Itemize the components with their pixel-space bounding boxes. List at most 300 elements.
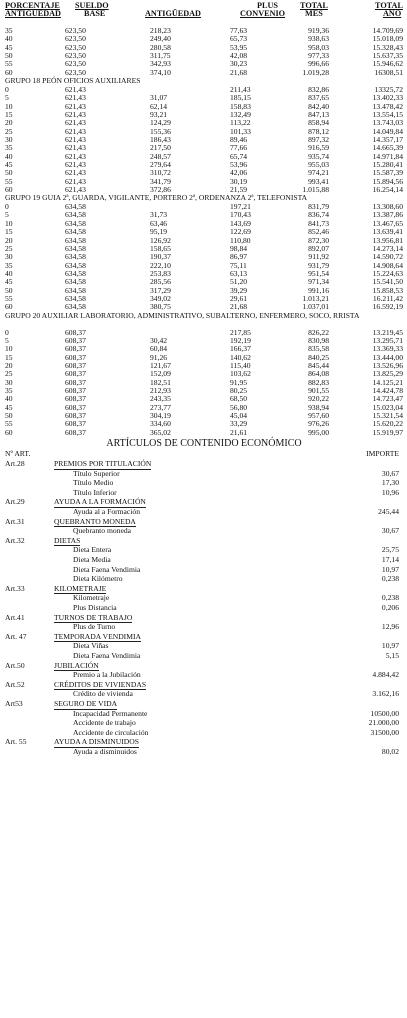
table-cell: 608,37: [65, 335, 86, 345]
table-cell: 25: [5, 126, 13, 136]
header-plus: PLUS: [257, 1, 278, 10]
table-cell: 842,40: [308, 101, 329, 111]
table-cell: 623,50: [65, 59, 86, 69]
table-cell: 634,58: [65, 260, 86, 270]
table-cell: 13.526,96: [372, 360, 403, 370]
article-amount: 12,96: [381, 622, 399, 632]
table-cell: 608,37: [65, 411, 86, 421]
table-cell: 15.224,63: [372, 268, 403, 278]
table-cell: 935,74: [308, 151, 329, 161]
table-cell: 21,59: [230, 184, 248, 194]
header-mes: MES: [305, 9, 323, 18]
table-cell: 35: [5, 386, 13, 395]
table-cell: 91,95: [230, 377, 248, 387]
table-cell: 40: [5, 151, 13, 161]
table-cell: 20: [5, 360, 13, 370]
article-concept: Dieta Entera: [73, 545, 112, 555]
table-cell: 304,19: [150, 411, 171, 421]
articles-col-importe: IMPORTE: [366, 449, 399, 459]
table-cell: 0: [5, 84, 9, 94]
table-cell: 143,69: [230, 218, 251, 228]
table-cell: 958,03: [308, 42, 329, 52]
table-cell: 0: [5, 202, 9, 212]
article-amount: 5,15: [385, 650, 399, 660]
table-cell: 901,55: [308, 386, 329, 395]
article-subrow: [5, 622, 403, 632]
group-title: GRUPO 20 AUXILIAR LABORATORIO, ADMINISTRATIVO, SUBALTERNO, ENFERMERO, SOCO, RRISTA: [5, 310, 360, 320]
table-cell: 279,64: [150, 159, 171, 169]
table-cell: 217,50: [150, 143, 171, 153]
article-concept: Dieta Faena Vendimia: [73, 564, 141, 574]
table-cell: 840,25: [308, 352, 329, 362]
table-cell: 91,26: [150, 352, 168, 362]
table-cell: 1.019,28: [302, 67, 329, 77]
table-cell: 50: [5, 285, 13, 295]
table-cell: 186,43: [150, 134, 171, 144]
table-cell: 45: [5, 159, 13, 169]
table-cell: 14.709,69: [372, 26, 403, 35]
table-cell: 13.639,41: [372, 227, 403, 237]
article-amount: 0,238: [381, 574, 399, 584]
table-cell: 608,37: [65, 386, 86, 395]
table-cell: 836,74: [308, 210, 329, 220]
article-title: PREMIOS POR TITULACIÓN: [54, 459, 152, 469]
article-concept: Dieta Viñas: [73, 641, 109, 651]
table-cell: 623,50: [65, 51, 86, 61]
table-cell: 80,25: [230, 386, 248, 395]
article-row: [5, 536, 403, 546]
table-cell: 217,85: [230, 327, 251, 337]
articles-col-art: Nº ART.: [5, 449, 31, 459]
table-cell: 634,58: [65, 202, 86, 212]
article-concept: Título Inferior: [73, 487, 117, 497]
table-cell: 634,58: [65, 235, 86, 245]
table-cell: 13.743,03: [372, 118, 403, 128]
table-cell: 623,50: [65, 67, 86, 77]
table-cell: 621,43: [65, 134, 86, 144]
article-amount: 30,67: [381, 526, 399, 536]
table-cell: 13.369,33: [372, 344, 403, 354]
table-cell: 60,84: [150, 344, 168, 354]
table-cell: 14.723,47: [372, 394, 403, 404]
article-row: [5, 497, 403, 507]
article-subrow: [5, 478, 403, 488]
table-cell: 841,73: [308, 218, 329, 228]
table-cell: 185,15: [230, 93, 251, 103]
article-number: Art.29: [5, 497, 25, 507]
table-cell: 13.956,81: [372, 235, 403, 245]
table-cell: 14.125,21: [372, 377, 403, 387]
table-cell: 50: [5, 168, 13, 178]
table-cell: 15.894,56: [372, 176, 403, 186]
table-cell: 995,00: [308, 427, 329, 437]
table-cell: 16.254,14: [372, 184, 403, 194]
table-cell: 121,67: [150, 360, 171, 370]
article-title: AYUDA A LA FORMACIÓN: [54, 497, 146, 507]
table-cell: 182,51: [150, 377, 171, 387]
article-subrow: [5, 728, 403, 738]
article-subrow: [5, 670, 403, 680]
table-cell: 20: [5, 118, 13, 128]
articles-title: ARTÍCULOS DE CONTENIDO ECONÓMICO: [106, 438, 302, 450]
table-cell: 30: [5, 252, 13, 262]
table-cell: 75,11: [230, 260, 247, 270]
table-cell: 51,20: [230, 277, 248, 287]
table-cell: 634,58: [65, 252, 86, 262]
article-number: Art.41: [5, 612, 25, 622]
table-cell: 15.587,39: [372, 168, 403, 178]
table-cell: 634,58: [65, 218, 86, 228]
article-amount: 4.884,42: [372, 670, 399, 680]
table-cell: 1.037,01: [302, 302, 329, 312]
table-cell: 380,75: [150, 302, 171, 312]
table-cell: 835,58: [308, 344, 329, 354]
table-cell: 951,54: [308, 268, 329, 278]
article-subrow: [5, 526, 403, 536]
article-subrow: [5, 555, 403, 565]
table-cell: 957,60: [308, 411, 329, 421]
article-amount: 17,30: [381, 478, 399, 488]
table-cell: 158,65: [150, 243, 171, 253]
table-cell: 40: [5, 394, 13, 404]
table-cell: 15.919,97: [372, 427, 403, 437]
table-cell: 634,58: [65, 302, 86, 312]
table-cell: 113,22: [230, 118, 251, 128]
table-header: [5, 2, 403, 26]
article-title: KILOMETRAJE: [54, 583, 107, 593]
table-cell: 33,29: [230, 419, 248, 429]
table-row: [5, 429, 403, 437]
table-cell: 158,83: [230, 101, 251, 111]
table-cell: 971,34: [308, 277, 329, 287]
header-base: BASE: [84, 9, 106, 18]
article-number: Art.33: [5, 583, 25, 593]
table-cell: 25: [5, 369, 13, 379]
articles-header: [5, 449, 403, 459]
table-cell: 249,40: [150, 34, 171, 44]
table-cell: 248,57: [150, 151, 171, 161]
table-cell: 621,43: [65, 118, 86, 128]
table-cell: 273,77: [150, 402, 171, 412]
article-subrow: [5, 565, 403, 575]
article-row: [5, 459, 403, 469]
table-cell: 77,66: [230, 143, 248, 153]
table-cell: 31,73: [150, 210, 168, 220]
table-cell: 864,08: [308, 369, 329, 379]
article-concept: Dieta Kilómetro: [73, 574, 123, 584]
table-cell: 15.858,53: [372, 285, 403, 295]
article-amount: 10,97: [381, 564, 399, 574]
table-cell: 166,37: [230, 344, 251, 354]
table-cell: 55: [5, 293, 13, 303]
table-cell: 56,80: [230, 402, 248, 412]
table-cell: 15: [5, 109, 13, 119]
table-cell: 16308,51: [374, 67, 403, 77]
table-cell: 837,65: [308, 93, 329, 103]
table-cell: 14.971,84: [372, 151, 403, 161]
header-porcentaje: PORCENTAJE: [5, 1, 60, 10]
table-cell: 858,94: [308, 118, 329, 128]
article-subrow: [5, 507, 403, 517]
article-number: Art.31: [5, 516, 25, 526]
table-cell: 60: [5, 427, 13, 437]
table-cell: 13.295,71: [372, 335, 403, 345]
table-cell: 13.308,60: [372, 202, 403, 212]
table-cell: 15.321,54: [372, 411, 403, 421]
article-title: TURNOS DE TRABAJO: [54, 612, 133, 622]
table-cell: 634,58: [65, 210, 86, 220]
table-cell: 25: [5, 243, 13, 253]
article-number: Art.32: [5, 535, 25, 545]
table-cell: 13.219,45: [372, 327, 403, 337]
table-cell: 15.280,41: [372, 159, 403, 169]
table-cell: 5: [5, 210, 9, 220]
header-ano: AÑO: [383, 9, 402, 18]
table-cell: 845,44: [308, 360, 329, 370]
table-cell: 993,41: [308, 176, 329, 186]
table-cell: 30,19: [230, 176, 248, 186]
table-cell: 42,08: [230, 51, 248, 61]
table-cell: 826,22: [308, 327, 329, 337]
table-cell: 10: [5, 218, 13, 228]
table-cell: 14.357,17: [372, 134, 403, 144]
table-cell: 45: [5, 42, 13, 52]
table-cell: 13.825,29: [372, 369, 403, 379]
table-cell: 621,43: [65, 151, 86, 161]
group-title: GRUPO 19 GUIA 2ª, GUARDA, VIGILANTE, PORTERO 2ª, ORDENANZA 2ª, TELEFONISTA: [5, 193, 308, 203]
table-cell: 190,37: [150, 252, 171, 262]
article-concept: Accidente de circulación: [73, 727, 149, 737]
table-cell: 621,43: [65, 109, 86, 119]
table-cell: 45: [5, 277, 13, 287]
article-concept: Ayuda al a Formación: [73, 507, 140, 517]
article-concept: Premio a la Jubilación: [73, 670, 141, 680]
article-concept: Quebranto moneda: [73, 526, 131, 536]
table-cell: 15: [5, 227, 13, 237]
article-row: [5, 737, 403, 747]
table-cell: 60: [5, 67, 13, 77]
table-cell: 974,21: [308, 168, 329, 178]
table-cell: 10: [5, 101, 13, 111]
table-cell: 15.620,22: [372, 419, 403, 429]
table-cell: 634,58: [65, 285, 86, 295]
table-cell: 976,26: [308, 419, 329, 429]
table-cell: 920,22: [308, 394, 329, 404]
article-subrow: [5, 747, 403, 757]
article-amount: 25,75: [381, 545, 399, 555]
table-cell: 621,43: [65, 84, 86, 94]
table-cell: 122,69: [230, 227, 251, 237]
table-cell: 621,43: [65, 159, 86, 169]
table-cell: 77,63: [230, 26, 248, 35]
table-cell: 15.637,35: [372, 51, 403, 61]
table-cell: 878,12: [308, 126, 329, 136]
article-number: Art. 55: [5, 737, 27, 747]
article-row: [5, 699, 403, 709]
table-cell: 55: [5, 419, 13, 429]
table-cell: 621,43: [65, 143, 86, 153]
table-cell: 60: [5, 302, 13, 312]
table-cell: 93,21: [150, 109, 168, 119]
table-cell: 103,62: [230, 369, 251, 379]
table-cell: 847,13: [308, 109, 329, 119]
article-concept: Incapacidad Permanente: [73, 708, 148, 718]
table-cell: 310,72: [150, 168, 171, 178]
table-cell: 892,07: [308, 243, 329, 253]
article-number: Art.52: [5, 679, 25, 689]
article-subrow: [5, 603, 403, 613]
table-cell: 53,96: [230, 159, 248, 169]
article-number: Art53: [5, 698, 23, 708]
table-cell: 608,37: [65, 360, 86, 370]
article-number: Art.28: [5, 459, 25, 469]
table-cell: 15.946,62: [372, 59, 403, 69]
header-total-ano: TOTAL: [375, 1, 403, 10]
table-cell: 634,58: [65, 268, 86, 278]
article-concept: Título Medio: [73, 478, 114, 488]
table-cell: 63,13: [230, 268, 248, 278]
table-cell: 30,23: [230, 59, 248, 69]
table-cell: 152,09: [150, 369, 171, 379]
table-cell: 872,30: [308, 235, 329, 245]
article-title: AYUDA A DISMINUIDOS: [54, 737, 139, 747]
table-cell: 115,40: [230, 360, 251, 370]
article-amount: 80,02: [381, 746, 399, 756]
table-cell: 621,43: [65, 93, 86, 103]
table-cell: 40: [5, 268, 13, 278]
table-cell: 938,94: [308, 402, 329, 412]
table-cell: 243,35: [150, 394, 171, 404]
table-cell: 13.554,15: [372, 109, 403, 119]
table-cell: 13.444,00: [372, 352, 403, 362]
table-cell: 634,58: [65, 227, 86, 237]
table-cell: 30: [5, 134, 13, 144]
article-subrow: [5, 689, 403, 699]
article-number: Art. 47: [5, 631, 27, 641]
table-cell: 608,37: [65, 402, 86, 412]
table-cell: 31,07: [150, 93, 168, 103]
table-cell: 341,79: [150, 176, 171, 186]
table-cell: 608,37: [65, 427, 86, 437]
table-cell: 65,73: [230, 34, 248, 44]
table-cell: 919,36: [308, 26, 329, 35]
article-subrow: [5, 488, 403, 498]
table-cell: 132,49: [230, 109, 251, 119]
article-row: [5, 584, 403, 594]
table-cell: 15: [5, 352, 13, 362]
article-title: QUEBRANTO MONEDA: [54, 516, 136, 526]
article-subrow: [5, 651, 403, 661]
table-cell: 63,46: [150, 218, 168, 228]
table-cell: 30: [5, 377, 13, 387]
table-cell: 996,66: [308, 59, 329, 69]
article-concept: Dieta Media: [73, 555, 111, 564]
table-cell: 13.387,86: [372, 210, 403, 220]
table-cell: 623,50: [65, 42, 86, 52]
table-cell: 35: [5, 26, 13, 35]
article-subrow: [5, 641, 403, 651]
table-cell: 342,93: [150, 59, 171, 69]
table-cell: 62,14: [150, 101, 168, 111]
table-cell: 13.402,33: [372, 93, 403, 103]
table-cell: 55: [5, 176, 13, 186]
article-row: [5, 661, 403, 671]
table-cell: 253,83: [150, 268, 171, 278]
table-cell: 955,03: [308, 159, 329, 169]
article-title: DIETAS: [54, 535, 81, 545]
table-cell: 14.049,84: [372, 126, 403, 136]
table-cell: 20: [5, 235, 13, 245]
table-cell: 634,58: [65, 277, 86, 287]
table-cell: 40: [5, 34, 13, 44]
table-cell: 45: [5, 402, 13, 412]
table-cell: 13.478,42: [372, 101, 403, 111]
article-title: TEMPORADA VENDIMIA: [54, 631, 141, 641]
table-cell: 126,92: [150, 235, 171, 245]
article-subrow: [5, 545, 403, 555]
table-cell: 852,46: [308, 227, 329, 237]
table-cell: 916,59: [308, 143, 329, 153]
table-cell: 212,93: [150, 386, 171, 395]
article-concept: Crédito de vivienda: [73, 689, 133, 699]
table-cell: 365,02: [150, 427, 171, 437]
header-sueldo: SUELDO: [75, 1, 109, 10]
article-amount: 10,96: [381, 487, 399, 497]
table-cell: 50: [5, 51, 13, 61]
article-title: JUBILACIÓN: [54, 660, 99, 670]
table-cell: 222,10: [150, 260, 171, 270]
table-cell: 35: [5, 143, 13, 153]
header-total-mes: TOTAL: [300, 1, 328, 10]
table-cell: 634,58: [65, 243, 86, 253]
table-cell: 349,02: [150, 293, 171, 303]
article-subrow: [5, 593, 403, 603]
table-cell: 621,43: [65, 126, 86, 136]
table-cell: 621,43: [65, 101, 86, 111]
article-subrow: [5, 709, 403, 719]
article-title: CRÉDITOS DE VIVIENDAS: [54, 679, 147, 689]
table-cell: 832,86: [308, 84, 329, 94]
table-cell: 155,36: [150, 126, 171, 136]
article-amount: 30,67: [381, 468, 399, 478]
header-convenio: CONVENIO: [240, 9, 286, 18]
article-amount: 17,14: [381, 555, 399, 564]
article-title: SEGURO DE VIDA: [54, 698, 118, 708]
table-cell: 30,42: [150, 335, 168, 345]
article-row: [5, 680, 403, 690]
table-cell: 197,21: [230, 202, 251, 212]
table-cell: 317,29: [150, 285, 171, 295]
article-amount: 0,206: [381, 602, 399, 612]
article-concept: Accidente de trabajo: [73, 718, 136, 728]
table-cell: 218,23: [150, 26, 171, 35]
table-cell: 14.908,64: [372, 260, 403, 270]
table-cell: 42,06: [230, 168, 248, 178]
table-cell: 60: [5, 184, 13, 194]
table-cell: 1.015,88: [302, 184, 329, 194]
table-cell: 830,98: [308, 335, 329, 345]
article-number: Art.50: [5, 660, 25, 670]
table-cell: 14.590,72: [372, 252, 403, 262]
table-cell: 15.018,09: [372, 34, 403, 44]
table-cell: 977,33: [308, 51, 329, 61]
table-cell: 623,50: [65, 26, 86, 35]
table-cell: 372,86: [150, 184, 171, 194]
article-subrow: [5, 718, 403, 728]
table-cell: 21,68: [230, 302, 248, 312]
header-antiguedad: ANTIGÜEDAD: [5, 9, 61, 18]
table-cell: 608,37: [65, 377, 86, 387]
